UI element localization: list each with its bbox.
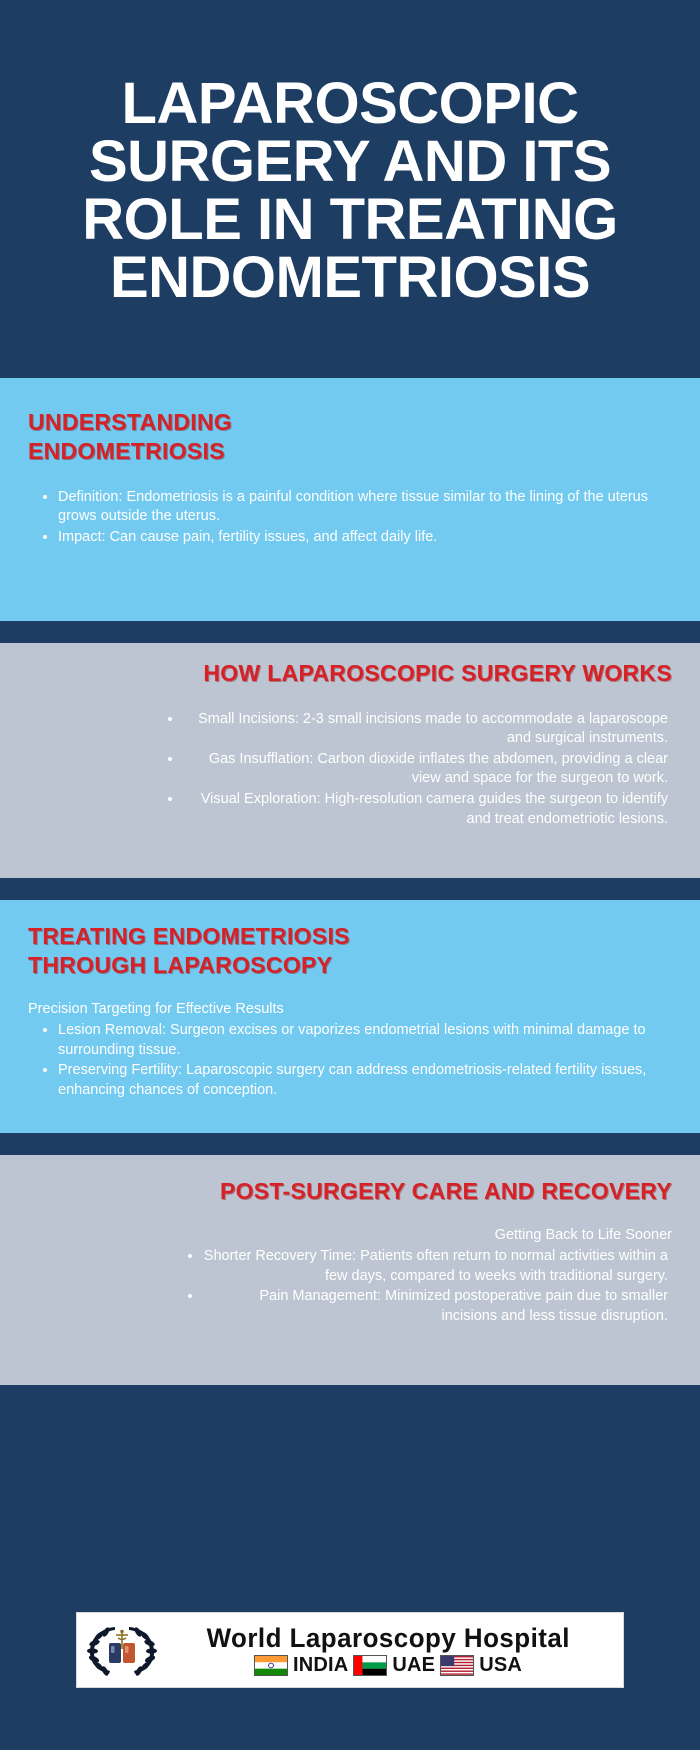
country-label-usa: USA (479, 1654, 523, 1676)
section-divider-1 (0, 621, 700, 643)
poster-footer (0, 1385, 700, 1750)
logo-hospital-name: World Laparoscopy Hospital (206, 1622, 570, 1653)
uae-flag-icon (353, 1655, 387, 1676)
section-subtitle-3: Precision Targeting for Effective Results (28, 1000, 284, 1017)
page-title: LAPAROSCOPIC SURGERY AND ITS ROLE IN TREATING ENDOMETRIOSIS (82, 71, 618, 310)
laurel-wreath-caduceus-emblem (85, 1619, 159, 1681)
india-flag-icon (254, 1655, 288, 1676)
bullet-list-4 (203, 1247, 672, 1326)
section-divider-3 (0, 1133, 700, 1155)
list-item: • Visual Exploration: High-resolution camera guides the surgeon to identify and treat endometriotic lesions. (183, 790, 668, 829)
usa-flag-icon (440, 1655, 474, 1676)
country-label-uae: UAE (392, 1654, 436, 1676)
bullet-list-2 (183, 710, 672, 829)
poster-header (0, 0, 700, 378)
list-item: • Preserving Fertility: Laparoscopic surgery can address endometriosis-related fertility issues, enhancing chances of conception. (58, 1061, 672, 1100)
list-item: • Lesion Removal: Surgeon excises or vaporizes endometrial lesions with minimal damage to surrounding tissue. (58, 1021, 672, 1060)
bullet-list-3 (28, 1021, 672, 1100)
bullet-list-1 (28, 488, 672, 548)
section-heading-3: TREATING ENDOMETRIOSIS THROUGH LAPAROSCOPY (28, 923, 350, 978)
list-item: • Small Incisions: 2-3 small incisions made to accommodate a laparoscope and surgical instruments. (183, 710, 668, 749)
section-post-surgery-care-and-recovery (0, 1155, 700, 1385)
list-item: • Impact: Can cause pain, fertility issues, and affect daily life. (58, 528, 672, 548)
section-how-laparoscopic-surgery-works (0, 643, 700, 878)
section-divider-2 (0, 878, 700, 900)
hospital-logo (76, 1612, 624, 1688)
section-heading-1: UNDERSTANDING ENDOMETRIOSIS (28, 409, 233, 464)
logo-text-block (159, 1622, 615, 1676)
section-treating-endometriosis-through-laparoscopy (0, 900, 700, 1133)
list-item: • Pain Management: Minimized postoperative pain due to smaller incisions and less tissue disruption. (203, 1287, 668, 1326)
section-heading-2: HOW LAPAROSCOPIC SURGERY WORKS (203, 660, 672, 686)
country-label-india: INDIA (292, 1654, 349, 1676)
section-understanding-endometriosis (0, 378, 700, 621)
section-heading-4: POST-SURGERY CARE AND RECOVERY (219, 1178, 672, 1204)
logo-country-list (254, 1655, 522, 1676)
section-subtitle-4: Getting Back to Life Sooner (494, 1226, 672, 1243)
list-item: • Gas Insufflation: Carbon dioxide inflates the abdomen, providing a clear view and space for the surgeon to work. (183, 750, 668, 789)
list-item: • Definition: Endometriosis is a painful condition where tissue similar to the lining of the uterus grows outside the uterus. (58, 488, 672, 527)
list-item: • Shorter Recovery Time: Patients often return to normal activities within a few days, compared to weeks with traditional surgery. (203, 1247, 668, 1286)
